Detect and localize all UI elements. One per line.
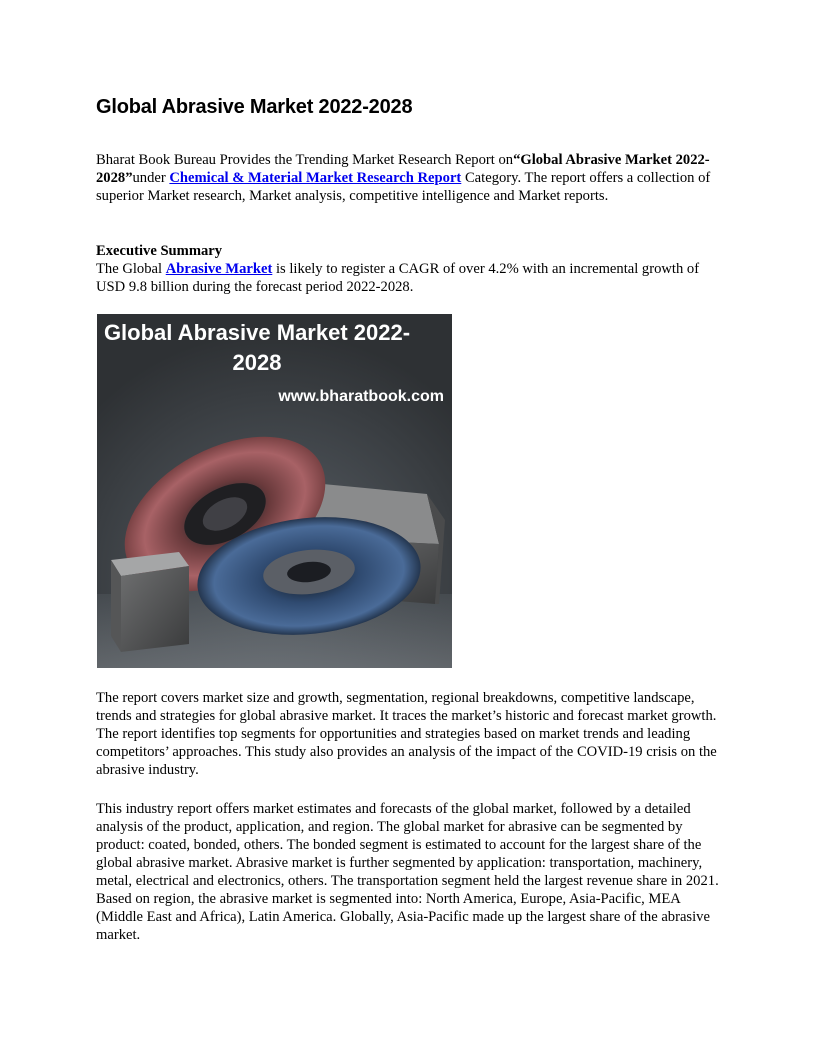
grinding-block-left [111, 552, 189, 652]
executive-summary-text [96, 260, 720, 296]
exec-text-before: The Global [96, 261, 166, 277]
intro-text-after: Category. The report offers a collection of superior Market research, Market analysis, competitive intelligence and Market reports. [96, 170, 711, 204]
executive-summary-heading: Executive Summary [96, 243, 223, 259]
intro-text-before: Bharat Book Bureau Provides the Trending Market Research Report on [96, 152, 514, 168]
body-paragraph-2: The report covers market size and growth, segmentation, regional breakdowns, competitive landscape, trends and strategies for global abrasive market. It traces the market’s historic and forecast market growth. The report identifies top segments for opportunities and strategies based on market trends and leading competitors’ approaches. This study also provides an analysis of the impact of the COVID-19 crisis on the abrasive industry. [96, 690, 717, 778]
banner-title: Global Abrasive Market 2022-2028 [103, 320, 411, 375]
report-name: “Global Abrasive Market 2022-2028” [96, 152, 710, 186]
intro-text-under: under [132, 170, 170, 186]
body-paragraph-3: This industry report offers market estimates and forecasts of the global market, followed by a detailed analysis of the product, application, and region. The global market for abrasive can be segmented by product: coated, bonded, others. The bonded segment is estimated to account for the largest share of the global abrasive market. Abrasive market is further segmented by application: transportation, machinery, metal, electrical and electronics, others. The transportation segment held the largest revenue share in 2021. Based on region, the abrasive market is segmented into: North America, Europe, Asia-Pacific, MEA (Middle East and Africa), Latin America. Globally, Asia-Pacific made up the largest share of the abrasive market. [96, 801, 719, 943]
executive-summary [96, 242, 720, 296]
intro-paragraph [96, 151, 720, 205]
exec-text-after: is likely to register a CAGR of over 4.2% with an incremental growth of USD 9.8 billion during the forecast period 2022-2028. [96, 261, 700, 295]
banner-url: www.bharatbook.com [278, 388, 444, 405]
report-banner-image [97, 314, 452, 668]
page-title: Global Abrasive Market 2022-2028 [96, 96, 413, 118]
category-link[interactable]: Chemical & Material Market Research Report [169, 170, 462, 186]
abrasive-market-link[interactable]: Abrasive Market [165, 261, 273, 277]
